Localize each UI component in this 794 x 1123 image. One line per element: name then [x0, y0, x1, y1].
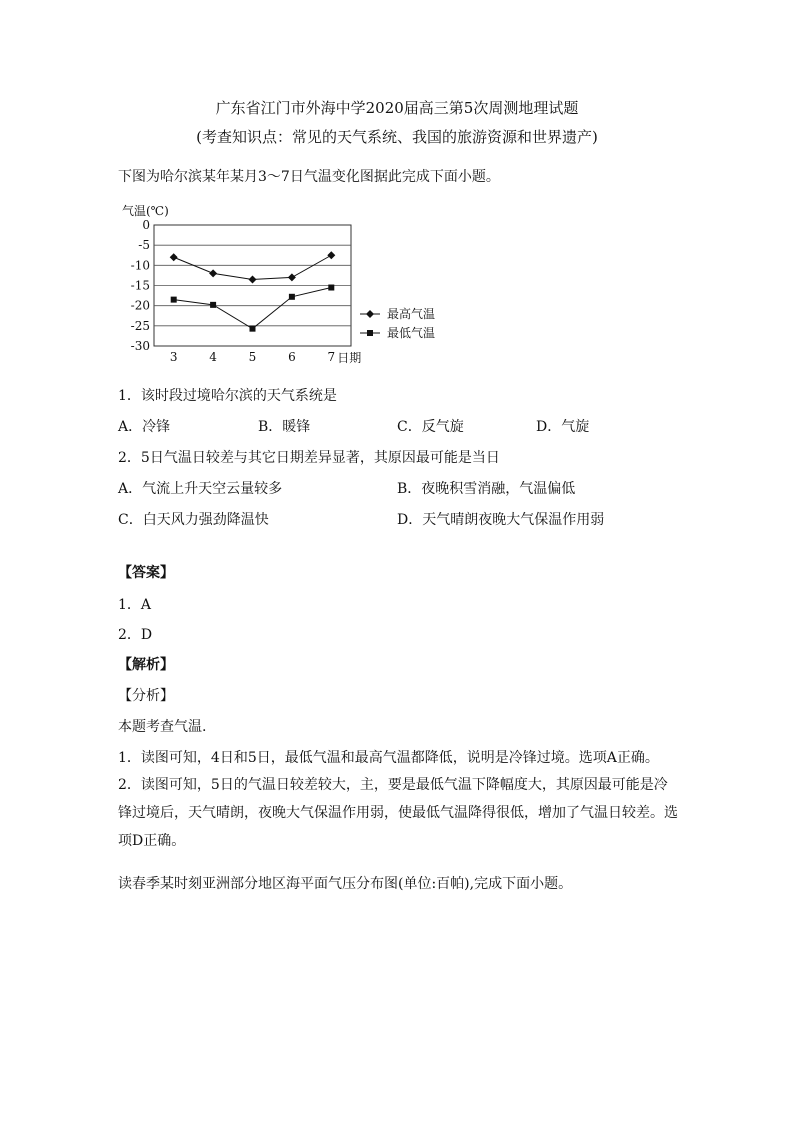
q2-option-b: B．夜晚积雪消融，气温偏低	[397, 481, 576, 497]
temperature-line-chart	[118, 198, 458, 364]
page-subtitle: (考查知识点：常见的天气系统、我国的旅游资源和世界遗产)	[196, 128, 598, 146]
min-temp-point	[328, 285, 334, 291]
analysis-line-3: 2．读图可知，5日的气温日较差较大，主，要是最低气温下降幅度大，其原因最可能是冷锋过境后，天气晴朗，夜晚大气保温作用弱，使最低气温降得很低，增加了气温日较差。选项D正确。	[118, 777, 678, 849]
x-tick-label: 7	[327, 350, 336, 364]
q1-option-d: D．气旋	[536, 419, 590, 435]
y-tick-label: -15	[130, 278, 150, 293]
q1-option-a: A．冷锋	[118, 419, 171, 435]
x-tick-label: 6	[288, 350, 296, 364]
page-title: 广东省江门市外海中学2020届高三第5次周测地理试题	[215, 99, 579, 117]
min-temp-point	[210, 302, 216, 308]
x-axis-label: 日期	[337, 351, 362, 364]
analysis-subheading: 【分析】	[118, 688, 174, 704]
y-tick-label: 0	[142, 218, 150, 232]
x-tick-label: 4	[209, 350, 217, 364]
q2-option-a: A．气流上升天空云量较多	[118, 481, 283, 497]
legend-diamond-icon	[366, 310, 374, 318]
question-1-stem: 1．该时段过境哈尔滨的天气系统是	[118, 388, 337, 404]
intro-text: 下图为哈尔滨某年某月3～7日气温变化图据此完成下面小题。	[118, 169, 500, 185]
analysis-line-1: 本题考查气温.	[118, 719, 207, 735]
min-temp-point	[250, 326, 256, 332]
q2-option-d: D．天气晴朗夜晚大气保温作用弱	[397, 512, 605, 528]
y-tick-label: -25	[130, 318, 150, 333]
x-tick-label: 3	[169, 350, 178, 364]
max-temp-point	[209, 269, 217, 277]
q1-option-c: C．反气旋	[397, 419, 464, 435]
legend-square-icon	[367, 330, 373, 336]
analysis-heading: 【解析】	[118, 657, 174, 673]
legend-label: 最高气温	[387, 307, 436, 321]
answer-2: 2．D	[118, 627, 153, 643]
max-temp-point	[249, 275, 257, 283]
legend-label: 最低气温	[387, 326, 436, 340]
max-temp-point	[170, 253, 178, 261]
answer-heading: 【答案】	[118, 565, 174, 581]
question-2-stem: 2．5日气温日较差与其它日期差异显著，其原因最可能是当日	[118, 450, 500, 466]
answer-1: 1．A	[118, 597, 152, 613]
max-temp-point	[288, 273, 296, 281]
max-temp-point	[327, 251, 335, 259]
q1-option-b: B．暖锋	[258, 419, 311, 435]
y-tick-label: -10	[130, 258, 150, 273]
analysis-line-2: 1．读图可知，4日和5日，最低气温和最高气温都降低，说明是冷锋过境。选项A正确。	[118, 750, 659, 766]
x-tick-label: 5	[248, 350, 257, 364]
y-axis-label: 气温(℃)	[122, 204, 169, 218]
min-temp-point	[289, 294, 295, 300]
min-temp-point	[171, 297, 177, 303]
series-line-min	[174, 288, 332, 329]
next-intro-text: 读春季某时刻亚洲部分地区海平面气压分布图(单位:百帕),完成下面小题。	[118, 876, 573, 892]
y-tick-label: -30	[130, 339, 150, 353]
y-tick-label: -5	[138, 238, 150, 253]
q2-option-c: C．白天风力强劲降温快	[118, 512, 269, 528]
y-tick-label: -20	[130, 298, 150, 313]
